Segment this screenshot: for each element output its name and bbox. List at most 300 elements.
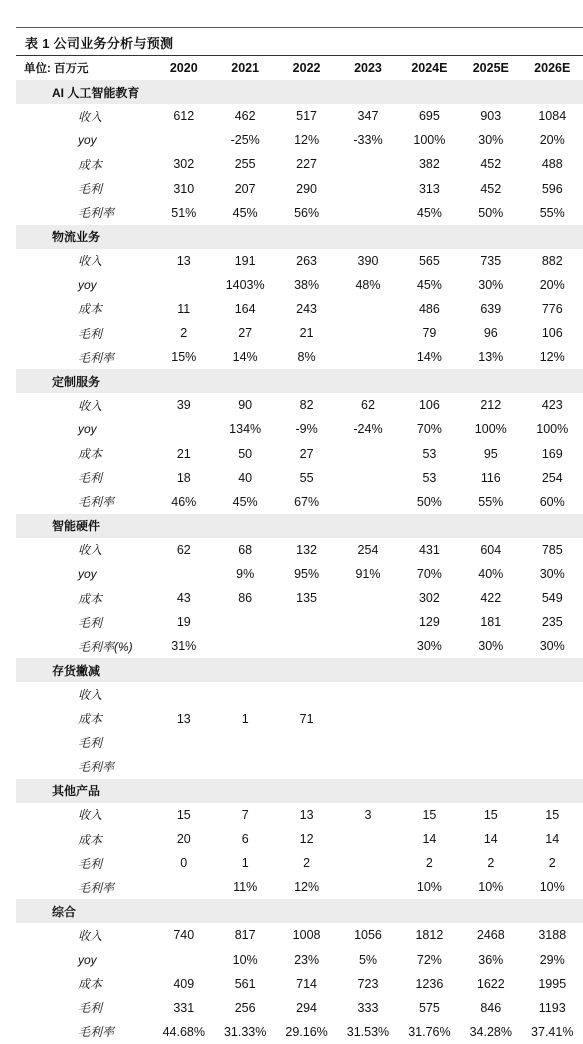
value-cell: 817 (214, 923, 275, 947)
value-cell: 14 (522, 827, 583, 851)
value-cell (276, 682, 337, 706)
section-filler-cell (214, 514, 275, 538)
table-row (16, 1020, 583, 1044)
table-row (16, 996, 583, 1020)
section-name: 智能硬件 (16, 514, 153, 538)
value-cell (337, 152, 398, 176)
value-cell: 846 (460, 996, 521, 1020)
row-label: 收入 (16, 803, 153, 827)
value-cell: 23% (276, 947, 337, 971)
value-cell: 565 (399, 249, 460, 273)
section-filler-cell (522, 899, 583, 923)
row-label: 成本 (16, 972, 153, 996)
value-cell: 12% (276, 875, 337, 899)
value-cell: 517 (276, 104, 337, 128)
row-label: 成本 (16, 707, 153, 731)
table-row (16, 562, 583, 586)
row-label: 毛利 (16, 176, 153, 200)
value-cell: 100% (522, 417, 583, 441)
value-cell (153, 755, 214, 779)
value-cell: 62 (337, 393, 398, 417)
section-filler-cell (460, 80, 521, 104)
section-name: 定制服务 (16, 369, 153, 393)
row-label: 毛利 (16, 466, 153, 490)
value-cell: 53 (399, 466, 460, 490)
row-label: 毛利 (16, 851, 153, 875)
section-filler-cell (153, 80, 214, 104)
value-cell (522, 755, 583, 779)
year-header: 2020 (153, 56, 214, 80)
value-cell: 333 (337, 996, 398, 1020)
section-header-row (16, 80, 583, 104)
value-cell (337, 682, 398, 706)
unit-label: 单位: 百万元 (16, 56, 153, 80)
value-cell (460, 731, 521, 755)
value-cell: 50 (214, 442, 275, 466)
section-name: AI 人工智能教育 (16, 80, 153, 104)
table-row (16, 682, 583, 706)
value-cell (522, 682, 583, 706)
table-row (16, 201, 583, 225)
row-label: 成本 (16, 297, 153, 321)
table-row (16, 393, 583, 417)
value-cell: 45% (214, 490, 275, 514)
value-cell: 290 (276, 176, 337, 200)
value-cell: 3188 (522, 923, 583, 947)
value-cell: 20% (522, 128, 583, 152)
value-cell (276, 755, 337, 779)
value-cell: 30% (460, 634, 521, 658)
value-cell: 302 (399, 586, 460, 610)
section-filler-cell (153, 779, 214, 803)
value-cell: 40 (214, 466, 275, 490)
value-cell: 53 (399, 442, 460, 466)
section-filler-cell (214, 658, 275, 682)
value-cell: 462 (214, 104, 275, 128)
section-filler-cell (399, 225, 460, 249)
value-cell (337, 610, 398, 634)
value-cell: 14% (399, 345, 460, 369)
section-header-row (16, 658, 583, 682)
value-cell: 227 (276, 152, 337, 176)
section-filler-cell (337, 514, 398, 538)
table-row (16, 947, 583, 971)
value-cell: 62 (153, 538, 214, 562)
section-filler-cell (399, 779, 460, 803)
value-cell: 11% (214, 875, 275, 899)
table-row (16, 249, 583, 273)
value-cell: 347 (337, 104, 398, 128)
section-filler-cell (214, 80, 275, 104)
value-cell: 15 (153, 803, 214, 827)
row-label: 收入 (16, 682, 153, 706)
value-cell: 452 (460, 176, 521, 200)
value-cell: 331 (153, 996, 214, 1020)
value-cell (460, 707, 521, 731)
row-label: 毛利率 (16, 875, 153, 899)
row-label: yoy (16, 128, 153, 152)
section-filler-cell (276, 80, 337, 104)
value-cell (337, 634, 398, 658)
year-header: 2023 (337, 56, 398, 80)
section-filler-cell (337, 658, 398, 682)
value-cell (337, 851, 398, 875)
value-cell: 776 (522, 297, 583, 321)
value-cell: 382 (399, 152, 460, 176)
value-cell (276, 634, 337, 658)
value-cell: 30% (522, 562, 583, 586)
value-cell: 39 (153, 393, 214, 417)
value-cell: 30% (460, 273, 521, 297)
value-cell: 100% (460, 417, 521, 441)
row-label: 收入 (16, 923, 153, 947)
value-cell: 212 (460, 393, 521, 417)
value-cell: 431 (399, 538, 460, 562)
value-cell: 2468 (460, 923, 521, 947)
value-cell (399, 682, 460, 706)
year-header: 2021 (214, 56, 275, 80)
value-cell: 10% (522, 875, 583, 899)
table-row (16, 827, 583, 851)
value-cell: 596 (522, 176, 583, 200)
value-cell: 31.53% (337, 1020, 398, 1044)
table-row (16, 345, 583, 369)
row-label: 成本 (16, 586, 153, 610)
value-cell: 31.76% (399, 1020, 460, 1044)
value-cell (153, 682, 214, 706)
section-filler-cell (460, 514, 521, 538)
value-cell: 31.33% (214, 1020, 275, 1044)
section-filler-cell (276, 225, 337, 249)
table-row (16, 538, 583, 562)
section-filler-cell (399, 80, 460, 104)
value-cell (337, 875, 398, 899)
value-cell: 134% (214, 417, 275, 441)
value-cell: 14% (214, 345, 275, 369)
value-cell: 5% (337, 947, 398, 971)
section-name: 综合 (16, 899, 153, 923)
table-body (16, 56, 583, 1044)
value-cell: 71 (276, 707, 337, 731)
value-cell (337, 827, 398, 851)
value-cell: 423 (522, 393, 583, 417)
value-cell: 390 (337, 249, 398, 273)
value-cell (399, 731, 460, 755)
value-cell: 1 (214, 851, 275, 875)
value-cell: 207 (214, 176, 275, 200)
value-cell (399, 755, 460, 779)
row-label: 毛利率 (16, 345, 153, 369)
value-cell: 12% (522, 345, 583, 369)
value-cell (214, 731, 275, 755)
row-label: 成本 (16, 442, 153, 466)
section-filler-cell (153, 225, 214, 249)
year-header: 2026E (522, 56, 583, 80)
value-cell: 1008 (276, 923, 337, 947)
section-filler-cell (522, 80, 583, 104)
section-filler-cell (337, 225, 398, 249)
section-header-row (16, 225, 583, 249)
value-cell: 612 (153, 104, 214, 128)
value-cell: 723 (337, 972, 398, 996)
row-label: 毛利 (16, 731, 153, 755)
value-cell: 15 (399, 803, 460, 827)
value-cell: 1236 (399, 972, 460, 996)
value-cell: 79 (399, 321, 460, 345)
table-row (16, 803, 583, 827)
section-filler-cell (276, 514, 337, 538)
value-cell: 561 (214, 972, 275, 996)
table-row (16, 466, 583, 490)
table-row (16, 442, 583, 466)
row-label: 毛利率 (16, 201, 153, 225)
value-cell (214, 755, 275, 779)
value-cell: 100% (399, 128, 460, 152)
value-cell: 1812 (399, 923, 460, 947)
value-cell: 27 (214, 321, 275, 345)
value-cell: 13 (153, 707, 214, 731)
value-cell: 95 (460, 442, 521, 466)
value-cell (214, 610, 275, 634)
value-cell (337, 707, 398, 731)
value-cell: 50% (460, 201, 521, 225)
value-cell (337, 176, 398, 200)
value-cell: 9% (214, 562, 275, 586)
value-cell: 70% (399, 562, 460, 586)
row-label: yoy (16, 947, 153, 971)
section-filler-cell (153, 514, 214, 538)
value-cell: 488 (522, 152, 583, 176)
value-cell: 2 (153, 321, 214, 345)
section-filler-cell (399, 514, 460, 538)
row-label: 毛利率 (16, 490, 153, 514)
value-cell: 15 (460, 803, 521, 827)
value-cell: 486 (399, 297, 460, 321)
table-row (16, 586, 583, 610)
value-cell: 12% (276, 128, 337, 152)
value-cell (153, 562, 214, 586)
section-filler-cell (337, 80, 398, 104)
value-cell (153, 417, 214, 441)
table-row (16, 152, 583, 176)
value-cell: 12 (276, 827, 337, 851)
value-cell (337, 321, 398, 345)
value-cell: 55% (460, 490, 521, 514)
table-title: 表 1 公司业务分析与预测 (25, 33, 173, 52)
value-cell: 116 (460, 466, 521, 490)
table-row (16, 707, 583, 731)
value-cell (337, 490, 398, 514)
value-cell: 51% (153, 201, 214, 225)
table-row (16, 610, 583, 634)
table-row (16, 923, 583, 947)
value-cell: 575 (399, 996, 460, 1020)
section-filler-cell (214, 225, 275, 249)
section-filler-cell (399, 658, 460, 682)
value-cell: 263 (276, 249, 337, 273)
value-cell: 30% (522, 634, 583, 658)
section-filler-cell (276, 369, 337, 393)
value-cell: 164 (214, 297, 275, 321)
section-filler-cell (522, 658, 583, 682)
section-filler-cell (399, 369, 460, 393)
value-cell: 70% (399, 417, 460, 441)
table-row (16, 875, 583, 899)
value-cell (153, 273, 214, 297)
value-cell: 31% (153, 634, 214, 658)
value-cell: 14 (460, 827, 521, 851)
value-cell (153, 731, 214, 755)
top-rule (16, 27, 583, 28)
value-cell: 452 (460, 152, 521, 176)
value-cell: 1 (214, 707, 275, 731)
value-cell: 243 (276, 297, 337, 321)
value-cell (337, 442, 398, 466)
row-label: 毛利 (16, 610, 153, 634)
section-filler-cell (214, 779, 275, 803)
value-cell: 903 (460, 104, 521, 128)
value-cell: 44.68% (153, 1020, 214, 1044)
value-cell: 2 (522, 851, 583, 875)
value-cell: 48% (337, 273, 398, 297)
value-cell (337, 297, 398, 321)
value-cell: 255 (214, 152, 275, 176)
value-cell: 50% (399, 490, 460, 514)
section-filler-cell (460, 779, 521, 803)
table-row (16, 755, 583, 779)
value-cell: 10% (214, 947, 275, 971)
value-cell (337, 345, 398, 369)
value-cell: 18 (153, 466, 214, 490)
value-cell: 1056 (337, 923, 398, 947)
value-cell (214, 682, 275, 706)
value-cell: 235 (522, 610, 583, 634)
value-cell: 740 (153, 923, 214, 947)
year-header: 2025E (460, 56, 521, 80)
value-cell: 36% (460, 947, 521, 971)
value-cell: 90 (214, 393, 275, 417)
value-cell: 695 (399, 104, 460, 128)
value-cell: 21 (276, 321, 337, 345)
table-row (16, 297, 583, 321)
value-cell: -24% (337, 417, 398, 441)
value-cell: 1622 (460, 972, 521, 996)
value-cell (399, 707, 460, 731)
section-filler-cell (276, 779, 337, 803)
row-label: 毛利率 (16, 1020, 153, 1044)
value-cell: 0 (153, 851, 214, 875)
section-filler-cell (460, 658, 521, 682)
section-name: 物流业务 (16, 225, 153, 249)
row-label: 毛利 (16, 996, 153, 1020)
value-cell: 11 (153, 297, 214, 321)
section-filler-cell (460, 369, 521, 393)
value-cell: 1403% (214, 273, 275, 297)
value-cell: 13 (153, 249, 214, 273)
value-cell (214, 634, 275, 658)
value-cell (276, 610, 337, 634)
value-cell: 169 (522, 442, 583, 466)
table-row (16, 104, 583, 128)
section-filler-cell (153, 369, 214, 393)
value-cell: 15% (153, 345, 214, 369)
value-cell: 2 (460, 851, 521, 875)
value-cell: 13% (460, 345, 521, 369)
value-cell (337, 466, 398, 490)
value-cell: 1995 (522, 972, 583, 996)
value-cell: 34.28% (460, 1020, 521, 1044)
value-cell: -9% (276, 417, 337, 441)
row-label: 收入 (16, 104, 153, 128)
section-filler-cell (522, 779, 583, 803)
table-row (16, 417, 583, 441)
row-label: 毛利 (16, 321, 153, 345)
value-cell: 106 (522, 321, 583, 345)
value-cell: 13 (276, 803, 337, 827)
table-row (16, 176, 583, 200)
row-label: yoy (16, 562, 153, 586)
business-forecast-table (16, 56, 583, 1044)
value-cell: 30% (399, 634, 460, 658)
section-filler-cell (522, 225, 583, 249)
section-header-row (16, 514, 583, 538)
header-row (16, 56, 583, 80)
section-filler-cell (153, 658, 214, 682)
year-header: 2024E (399, 56, 460, 80)
value-cell: 10% (460, 875, 521, 899)
value-cell: 294 (276, 996, 337, 1020)
value-cell: 181 (460, 610, 521, 634)
value-cell: 549 (522, 586, 583, 610)
value-cell: 67% (276, 490, 337, 514)
value-cell: 302 (153, 152, 214, 176)
value-cell: 29% (522, 947, 583, 971)
value-cell: 256 (214, 996, 275, 1020)
row-label: 毛利率(%) (16, 634, 153, 658)
value-cell: 91% (337, 562, 398, 586)
value-cell: 14 (399, 827, 460, 851)
row-label: 毛利率 (16, 755, 153, 779)
value-cell (522, 707, 583, 731)
value-cell: 82 (276, 393, 337, 417)
value-cell: 785 (522, 538, 583, 562)
value-cell: 55 (276, 466, 337, 490)
value-cell (522, 731, 583, 755)
value-cell: 254 (337, 538, 398, 562)
section-filler-cell (276, 899, 337, 923)
table-row (16, 972, 583, 996)
value-cell: 40% (460, 562, 521, 586)
section-filler-cell (460, 225, 521, 249)
section-filler-cell (337, 899, 398, 923)
section-filler-cell (460, 899, 521, 923)
value-cell: 2 (276, 851, 337, 875)
table-row (16, 634, 583, 658)
value-cell (153, 128, 214, 152)
value-cell: 21 (153, 442, 214, 466)
value-cell (337, 586, 398, 610)
value-cell: 313 (399, 176, 460, 200)
value-cell: 409 (153, 972, 214, 996)
value-cell: 15 (522, 803, 583, 827)
section-filler-cell (153, 899, 214, 923)
value-cell: 30% (460, 128, 521, 152)
value-cell: 43 (153, 586, 214, 610)
value-cell: 68 (214, 538, 275, 562)
value-cell (153, 947, 214, 971)
value-cell: 882 (522, 249, 583, 273)
value-cell: 72% (399, 947, 460, 971)
